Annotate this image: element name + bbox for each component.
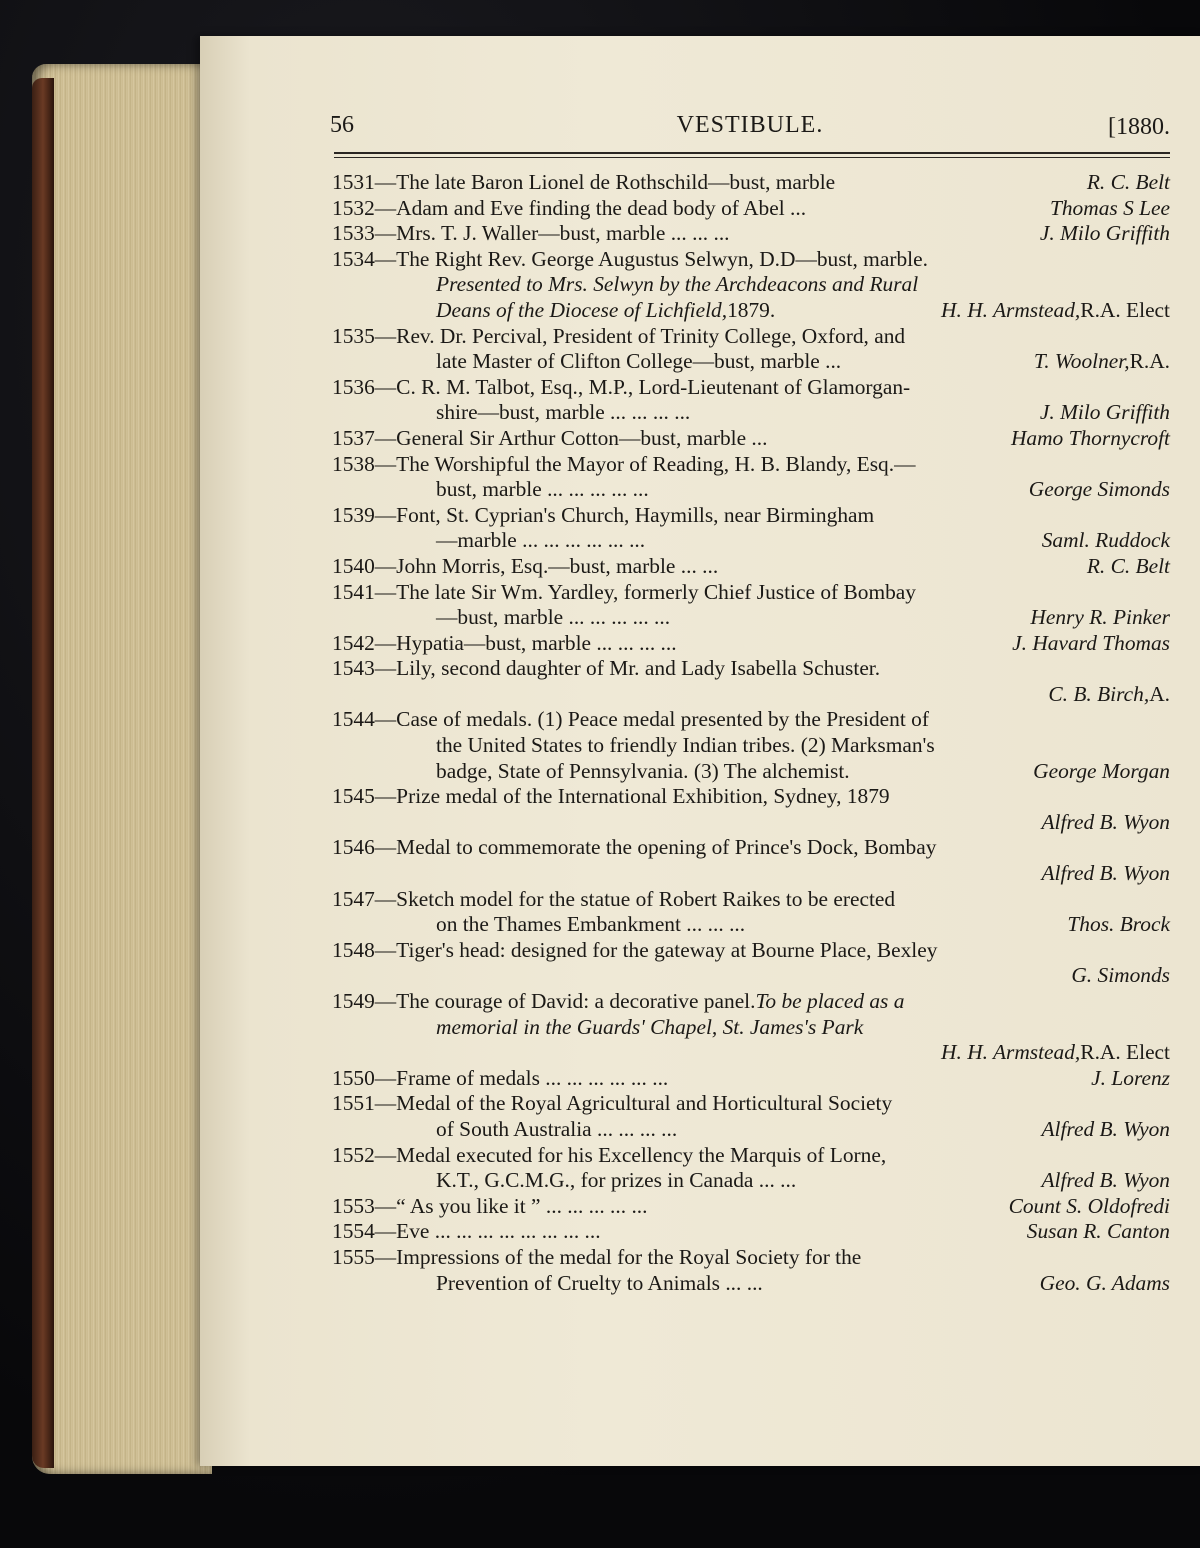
entry-text: 1531—The late Baron Lionel de Rothschild—bust, marble	[332, 170, 836, 194]
spacer	[668, 1066, 1091, 1092]
spacer	[649, 477, 1029, 503]
entry-text: 1543—Lily, second daughter of Mr. and Lady Isabella Schuster.	[332, 656, 881, 681]
entry-text: 1538—The Worshipful the Mayor of Reading, H. B. Blandy, Esq.—	[332, 451, 916, 476]
entry-text: 1551—Medal of the Royal Agricultural and Horticultural Society	[332, 1091, 893, 1116]
entry-line	[332, 835, 1170, 861]
entry-text: 1554—Eve ... ... ... ... ... ... ... ...	[332, 1219, 601, 1244]
catalogue-entry	[332, 989, 1170, 1066]
entry-line	[332, 298, 1170, 324]
entry-text: 1545—Prize medal of the International Exhibition, Sydney, 1879	[332, 784, 890, 809]
catalogue-entry	[332, 247, 1170, 324]
entry-line	[332, 349, 1170, 375]
entry-text: 1549—The courage of David: a decorative panel.	[332, 989, 756, 1013]
entry-text: 1548—Tiger's head: designed for the gateway at Bourne Place, Bexley	[332, 937, 938, 962]
entry-line	[332, 324, 1170, 350]
spacer	[937, 938, 1170, 964]
entry-artist-suffix: R.A.	[1129, 349, 1170, 374]
catalogue-entry	[332, 554, 1170, 580]
entry-artist: Hamo Thornycroft	[1010, 425, 1170, 450]
entry-text: 1532—Adam and Eve finding the dead body of Abel ...	[332, 195, 807, 220]
entry-line	[332, 1117, 1170, 1143]
entry-line	[332, 503, 1170, 529]
entry-note: Presented to Mrs. Selwyn by the Archdeacons and Rural	[436, 272, 919, 297]
entry-text: 1553—“ As you like it ” ... ... ... ... ...	[332, 1193, 648, 1218]
entry-line	[332, 963, 1170, 989]
spacer	[730, 221, 1040, 247]
entry-text: 1547—Sketch model for the statue of Robert Raikes to be erected	[332, 886, 896, 911]
entry-line	[332, 682, 1170, 708]
entry-artist: J. Milo Griffith	[1039, 400, 1170, 425]
catalogue-entry	[332, 1194, 1170, 1220]
page-title: VESTIBULE.	[676, 112, 824, 138]
entry-text: badge, State of Pennsylvania. (3) The alchemist.	[436, 758, 850, 783]
catalogue-entry	[332, 1091, 1170, 1142]
entry-text: 1542—Hypatia—bust, marble ... ... ... ...	[332, 630, 677, 655]
entry-line	[332, 426, 1170, 452]
spacer	[929, 707, 1170, 733]
spacer	[745, 912, 1067, 938]
spacer	[890, 784, 1170, 810]
entry-line	[332, 631, 1170, 657]
entry-text: 1539—Font, St. Cyprian's Church, Haymills, near Birmingham	[332, 502, 875, 527]
entry-note: To be placed as a	[755, 989, 905, 1013]
entry-line	[332, 989, 1170, 1015]
entry-artist: J. Milo Griffith	[1039, 221, 1170, 246]
header-rule	[334, 152, 1170, 154]
entry-text: bust, marble ... ... ... ... ...	[436, 477, 649, 502]
entry-text: 1544—Case of medals. (1) Peace medal presented by the President of	[332, 707, 929, 732]
catalogue-entry	[332, 887, 1170, 938]
spacer	[910, 375, 1170, 401]
entry-line	[332, 528, 1170, 554]
entry-artist: Thomas S Lee	[1049, 195, 1170, 220]
entry-artist: Alfred B. Wyon	[1041, 1168, 1170, 1193]
entry-line	[332, 452, 1170, 478]
catalogue-entry	[332, 835, 1170, 886]
entry-line	[332, 554, 1170, 580]
spacer	[861, 1245, 1170, 1271]
entry-line	[332, 1219, 1170, 1245]
spacer	[935, 733, 1170, 759]
entry-line	[332, 170, 1170, 196]
catalogue-entry	[332, 1066, 1170, 1092]
entry-line	[332, 1168, 1170, 1194]
spacer	[918, 272, 1170, 298]
entry-line	[332, 887, 1170, 913]
spacer	[928, 247, 1170, 273]
entry-text: 1552—Medal executed for his Excellency the Marquis of Lorne,	[332, 1142, 887, 1167]
entry-artist: C. B. Birch,	[1048, 681, 1150, 706]
entry-line	[332, 247, 1170, 273]
catalogue-entry	[332, 1219, 1170, 1245]
entry-artist: R. C. Belt	[1086, 170, 1170, 194]
catalogue-entry	[332, 1245, 1170, 1296]
entry-artist: T. Woolner,	[1033, 349, 1130, 374]
entry-text: 1537—General Sir Arthur Cotton—bust, marble ...	[332, 425, 768, 450]
entry-line	[332, 861, 1170, 887]
spacer	[916, 580, 1170, 606]
entry-line	[332, 400, 1170, 426]
entry-text: late Master of Clifton College—bust, marble ...	[436, 349, 842, 374]
entry-line	[332, 477, 1170, 503]
entry-text: 1879.	[727, 297, 776, 322]
spacer	[892, 1091, 1170, 1117]
entry-note: memorial in the Guards' Chapel, St. James's Park	[436, 1014, 864, 1039]
page-header	[330, 112, 1170, 152]
spacer	[677, 1117, 1041, 1143]
entry-text: of South Australia ... ... ... ...	[436, 1116, 678, 1141]
entry-text: 1541—The late Sir Wm. Yardley, formerly Chief Justice of Bombay	[332, 579, 916, 604]
spacer	[874, 503, 1170, 529]
spacer	[763, 1271, 1040, 1297]
spacer	[895, 887, 1170, 913]
spacer	[863, 1015, 1170, 1041]
entry-artist: Thos. Brock	[1067, 912, 1170, 937]
spacer	[718, 554, 1087, 580]
entry-artist: H. H. Armstead,	[941, 1040, 1081, 1065]
catalogue-entry	[332, 656, 1170, 707]
catalogue-entry	[332, 938, 1170, 989]
spacer	[886, 1143, 1170, 1169]
page-edges	[32, 64, 212, 1474]
catalogue-entry	[332, 784, 1170, 835]
entry-line	[332, 375, 1170, 401]
spacer	[690, 400, 1040, 426]
entry-line	[332, 605, 1170, 631]
spacer	[880, 656, 1170, 682]
entry-text: 1533—Mrs. T. J. Waller—bust, marble ... ... ...	[332, 221, 730, 246]
entry-artist: Alfred B. Wyon	[1041, 809, 1170, 834]
entry-line	[332, 656, 1170, 682]
spacer	[806, 196, 1050, 222]
spacer	[767, 426, 1010, 452]
entry-text: —bust, marble ... ... ... ... ...	[436, 605, 671, 630]
entry-text: K.T., G.C.M.G., for prizes in Canada ... ...	[436, 1168, 797, 1193]
entry-text: —marble ... ... ... ... ... ...	[436, 528, 646, 553]
catalogue-entry	[332, 707, 1170, 784]
entry-artist: Susan R. Canton	[1026, 1219, 1170, 1244]
spacer	[670, 605, 1030, 631]
spacer	[645, 528, 1042, 554]
catalogue-entry	[332, 1143, 1170, 1194]
entry-line	[332, 1271, 1170, 1297]
spacer	[841, 349, 1034, 375]
catalogue-entry	[332, 196, 1170, 222]
entry-line	[332, 1143, 1170, 1169]
entry-text: 1535—Rev. Dr. Percival, President of Trinity College, Oxford, and	[332, 323, 906, 348]
entry-line	[332, 1194, 1170, 1220]
entry-line	[332, 1066, 1170, 1092]
entry-text: 1550—Frame of medals ... ... ... ... ... ...	[332, 1065, 669, 1090]
entry-artist: Alfred B. Wyon	[1041, 1116, 1170, 1141]
entry-artist: Saml. Ruddock	[1041, 528, 1170, 553]
entry-line	[332, 196, 1170, 222]
entry-line	[332, 912, 1170, 938]
catalogue-entry	[332, 631, 1170, 657]
entry-artist: H. H. Armstead,	[941, 297, 1081, 322]
entry-artist: R. C. Belt	[1086, 553, 1170, 578]
catalogue-entry	[332, 580, 1170, 631]
spacer	[648, 1194, 1009, 1220]
catalogue-entry	[332, 324, 1170, 375]
entry-line	[332, 1015, 1170, 1041]
spacer	[775, 298, 941, 324]
entry-artist: Alfred B. Wyon	[1041, 861, 1170, 886]
entry-artist: Henry R. Pinker	[1030, 605, 1170, 630]
catalogue-entry	[332, 170, 1170, 196]
entry-text: 1540—John Morris, Esq.—bust, marble ... ...	[332, 553, 719, 578]
entry-artist-suffix: R.A. Elect	[1080, 297, 1170, 322]
catalogue-entry	[332, 426, 1170, 452]
catalogue-entry	[332, 503, 1170, 554]
entry-line	[332, 1091, 1170, 1117]
entry-artist: Geo. G. Adams	[1039, 1270, 1170, 1295]
entry-artist: George Morgan	[1033, 758, 1170, 783]
spacer	[904, 989, 1170, 1015]
entry-line	[332, 272, 1170, 298]
catalogue-entry	[332, 375, 1170, 426]
entry-line	[332, 784, 1170, 810]
entry-line	[332, 1245, 1170, 1271]
entry-artist: Count S. Oldofredi	[1008, 1193, 1170, 1218]
spacer	[835, 170, 1087, 196]
entry-artist-suffix: A.	[1149, 681, 1170, 706]
entry-note: Deans of the Diocese of Lichfield,	[436, 297, 728, 322]
entry-artist: J. Havard Thomas	[1012, 630, 1170, 655]
entry-text: on the Thames Embankment ... ... ...	[436, 912, 746, 937]
entry-artist: George Simonds	[1028, 477, 1170, 502]
entry-line	[332, 759, 1170, 785]
entry-text: 1534—The Right Rev. George Augustus Selwyn, D.D—bust, marble.	[332, 246, 928, 271]
entry-line	[332, 810, 1170, 836]
catalogue-entries	[332, 170, 1170, 1296]
catalogue-entry	[332, 221, 1170, 247]
entry-line	[332, 938, 1170, 964]
spacer	[601, 1219, 1027, 1245]
entry-text: 1546—Medal to commemorate the opening of Prince's Dock, Bombay	[332, 835, 937, 860]
spacer	[915, 452, 1170, 478]
entry-text: 1555—Impressions of the medal for the Royal Society for the	[332, 1244, 862, 1269]
spacer	[905, 324, 1170, 350]
book-page	[200, 36, 1200, 1466]
entry-line	[332, 1040, 1170, 1066]
page-year: [1880.	[1108, 114, 1170, 140]
book-spine	[32, 78, 54, 1468]
entry-line	[332, 221, 1170, 247]
entry-line	[332, 580, 1170, 606]
entry-text: Prevention of Cruelty to Animals ... ...	[436, 1270, 763, 1295]
entry-artist: J. Lorenz	[1091, 1065, 1170, 1090]
entry-text: the United States to friendly Indian tribes. (2) Marksman's	[436, 733, 935, 758]
page-number: 56	[330, 112, 354, 138]
spacer	[936, 835, 1170, 861]
catalogue-entry	[332, 452, 1170, 503]
entry-artist: G. Simonds	[1071, 963, 1170, 988]
spacer	[677, 631, 1013, 657]
spacer	[850, 759, 1034, 785]
entry-text: 1536—C. R. M. Talbot, Esq., M.P., Lord-Lieutenant of Glamorgan-	[332, 374, 911, 399]
spacer	[796, 1168, 1041, 1194]
entry-artist-suffix: R.A. Elect	[1080, 1040, 1170, 1065]
header-rule-thin	[334, 157, 1170, 158]
entry-text: shire—bust, marble ... ... ... ...	[436, 400, 691, 425]
entry-line	[332, 707, 1170, 733]
entry-line	[332, 733, 1170, 759]
